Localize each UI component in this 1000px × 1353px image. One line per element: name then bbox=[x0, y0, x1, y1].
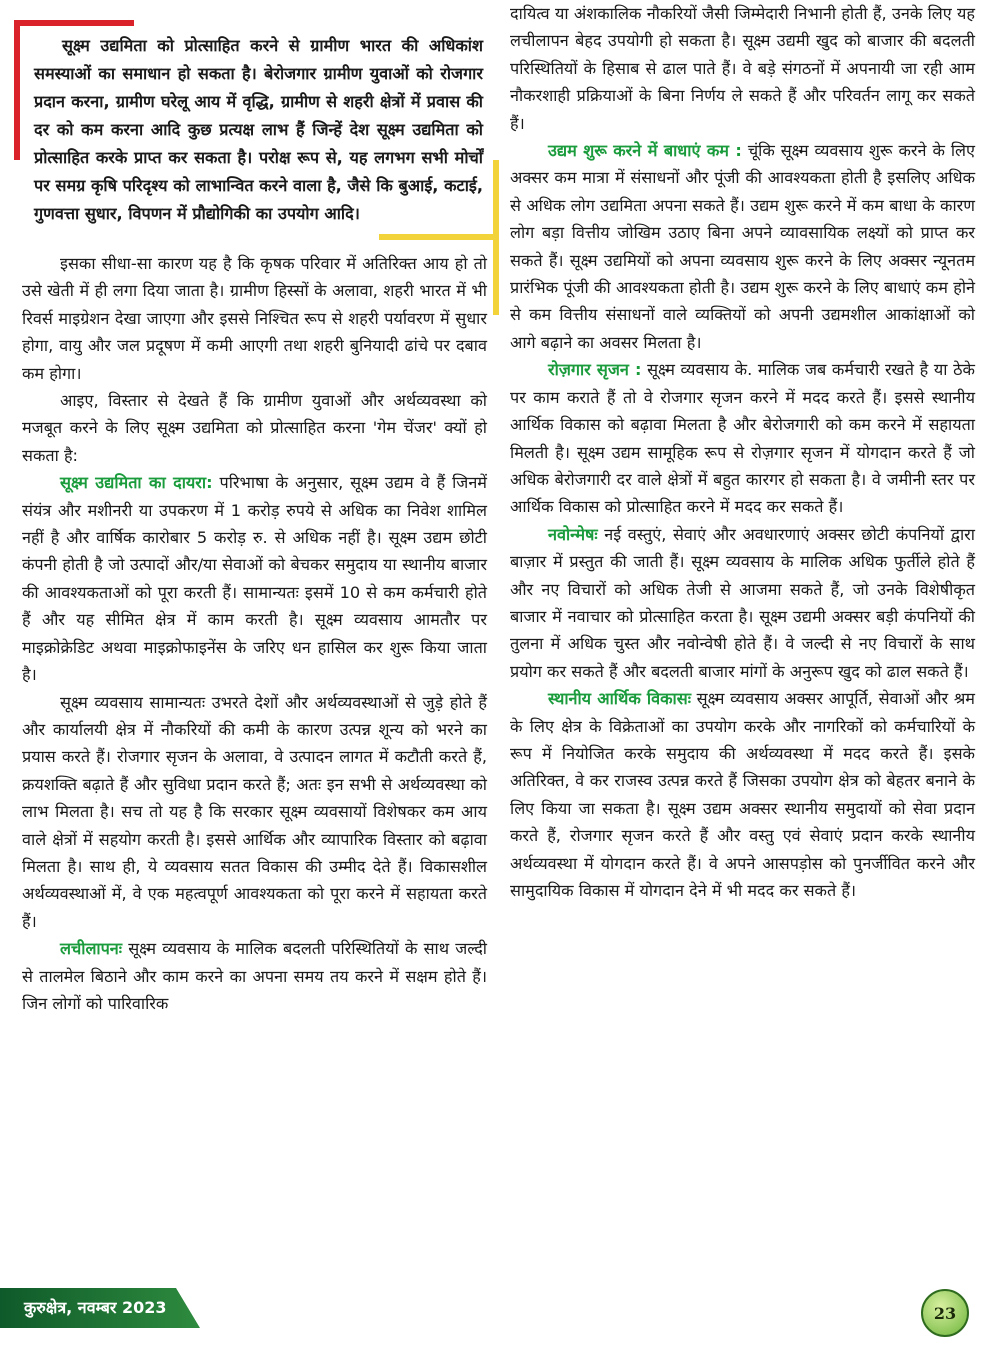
local-development-text: सूक्ष्म व्यवसाय अक्सर आपूर्ति, सेवाओं और श्रम के लिए क्षेत्र के विक्रेताओं का उपयोग करके और नागरिकों को कर्मचारियों के रूप में नियोजित करके समुदाय की अर्थव्यवस्था में मदद करते हैं। इसके अतिरिक्त, वे कर राजस्व उत्पन्न करते हैं जिसका उपयोग क्षेत्र को बेहतर बनाने के लिए किया जा सकता है। सूक्ष्म उद्यम अक्सर स्थानीय समुदायों को सेवा प्रदान करते हैं, रोजगार सृजन करते हैं और वस्तु एवं सेवाएं प्रदान करके स्थानीय अर्थव्यवस्था में योगदान करते हैं। वे अपने आसपड़ोस को पुनर्जीवित करने और सामुदायिक विकास में योगदान देने में भी मदद कर सकते हैं। bbox=[510, 689, 975, 900]
right-paragraph-employment bbox=[510, 356, 975, 520]
barriers-text: चूंकि सूक्ष्म व्यवसाय शुरू करने के लिए अक्सर कम मात्रा में संसाधनों और पूंजी की आवश्यकता होती है इसलिए अधिक से अधिक लोग उद्यमिता अपना सकते हैं। उद्यम शुरू करने में कम बाधा के कारण लोग बड़ा वित्तीय जोखिम उठाए बिना अपने व्यावसायिक लक्ष्यों को प्राप्त कर सकते हैं। सूक्ष्म उद्यमियों को अपना व्यवसाय शुरू करने के लिए अक्सर न्यूनतम प्रारंभिक पूंजी की आवश्यकता होती है। उद्यम शुरू करने के लिए बाधाएं कम होने से कम वित्तीय संसाधनों वाले व्यक्तियों को अपनी उद्यमशील आकांक्षाओं को आगे बढ़ाने का अवसर मिलता है। bbox=[510, 141, 975, 352]
left-paragraph-scope bbox=[22, 469, 487, 688]
left-paragraph-4: सूक्ष्म व्यवसाय सामान्यतः उभरते देशों और अर्थव्यवस्थाओं से जुड़े होते हैं और कार्यालयी क्षेत्र में नौकरियों की कमी के कारण उत्पन्न शून्य को भरने का प्रयास करते हैं। रोजगार सृजन के अलावा, वे उत्पादन लागत में कटौती करते हैं, क्रयशक्ति बढ़ाते हैं और सुविधा प्रदान करते हैं; अतः इन सभी से अर्थव्यवस्था को लाभ मिलता है। सच तो यह है कि सरकार सूक्ष्म व्यवसायों विशेषकर कम आय वाले क्षेत्रों में सहयोग करती है। इससे आर्थिक और व्यापारिक विस्तार को बढ़ावा मिलता है। साथ ही, ये व्यवसाय सतत विकास की उम्मीद देते हैं। विकासशील अर्थव्यवस्थाओं में, वे एक महत्वपूर्ण आवश्यकता को पूरा करने में सहायता करते हैं। bbox=[22, 692, 487, 931]
heading-local-development: स्थानीय आर्थिक विकासः bbox=[548, 689, 691, 709]
heading-scope: सूक्ष्म उद्यमिता का दायरा: bbox=[60, 473, 213, 493]
left-paragraph-flexibility bbox=[22, 935, 487, 1017]
flexibility-text: सूक्ष्म व्यवसाय के मालिक बदलती परिस्थितियों के साथ जल्दी से तालमेल बिठाने और काम करने का अपना समय तय करने में सक्षम होते हैं। जिन लोगों को पारिवारिक bbox=[22, 939, 487, 1013]
employment-text: सूक्ष्म व्यवसाय के. मालिक जब कर्मचारी रखते है या ठेके पर काम कराते हैं तो वे रोजगार सृजन करने में मदद करते हैं। इससे स्थानीय आर्थिक विकास को बढ़ावा मिलता है और बेरोजगारी को कम करने में सहायता मिलती है। सूक्ष्म उद्यम सामूहिक रूप से रोज़गार सृजन में योगदान करते हैं जो अधिक बेरोजगारी दर वाले क्षेत्रों में बहुत कारगर हो सकता है। वे जमीनी स्तर पर आर्थिक विकास को प्रोत्साहित करने में मदद कर सकते हैं। bbox=[510, 360, 975, 517]
scope-text: परिभाषा के अनुसार, सूक्ष्म उद्यम वे हैं जिनमें संयंत्र और मशीनरी या उपकरण में 1 करोड़ रुपये से अधिक का निवेश शामिल नहीं है और वार्षिक कारोबार 5 करोड़ रु. से अधिक नहीं है। सूक्ष्म उद्यम छोटी कंपनी होती है जो उत्पादों और/या सेवाओं को बेचकर समुदाय या स्थानीय बाजार की आवश्यकताओं को पूरा करती हैं। सामान्यतः इसमें 10 से कम कर्मचारी होते हैं और यह सीमित क्षेत्र में काम करती है। सूक्ष्म व्यवसाय आमतौर पर माइक्रोक्रेडिट अथवा माइक्रोफाइनेंस के जरिए धन हासिल कर शुरू किया जाता है। bbox=[22, 473, 487, 685]
right-paragraph-barriers bbox=[510, 137, 975, 356]
highlight-box bbox=[22, 20, 487, 236]
page-number-badge: 23 bbox=[921, 1289, 969, 1337]
right-paragraph-local-development bbox=[510, 685, 975, 904]
left-column bbox=[22, 0, 487, 1017]
heading-employment: रोज़गार सृजन : bbox=[548, 360, 642, 380]
highlight-frame-yellow-bottom bbox=[379, 234, 499, 240]
heading-innovation: नवोन्मेषः bbox=[548, 524, 598, 544]
heading-flexibility: लचीलापनः bbox=[60, 939, 123, 959]
innovation-text: नई वस्तुएं, सेवाएं और अवधारणाएं अक्सर छोटी कंपनियों द्वारा बाज़ार में प्रस्तुत की जाती हैं। सूक्ष्म व्यवसाय के मालिक अधिक फुर्तीले होते हैं और नए विचारों को अधिक तेजी से आजमा सकते हैं, जो उनके विशेषीकृत बाजार में नवाचार को प्रोत्साहित करता है। सूक्ष्म उद्यमी अक्सर बड़ी कंपनियों की तुलना में अधिक चुस्त और नवोन्वेषी होते हैं। वे जल्दी से नए विचारों के साथ प्रयोग कर सकते हैं और बदलती बाजार मांगों के अनुरूप खुद को ढाल सकते हैं। bbox=[510, 524, 975, 681]
footer-magazine-title: कुरुक्षेत्र, नवम्बर 2023 bbox=[24, 1298, 167, 1317]
highlight-frame-red-top bbox=[14, 20, 134, 26]
right-column bbox=[510, 0, 975, 904]
right-paragraph-continued: दायित्व या अंशकालिक नौकरियों जैसी जिम्मेदारी निभानी होती हैं, उनके लिए यह लचीलापन बेहद उपयोगी हो सकता है। सूक्ष्म उद्यमी खुद को बाजार की बदलती परिस्थितियों के हिसाब से ढाल पाते हैं। वे बड़े संगठनों में अपनायी जा रही आम नौकरशाही प्रक्रियाओं के बिना निर्णय ले सकते हैं और परिवर्तन लागू कर सकते हैं। bbox=[510, 4, 975, 133]
left-paragraph-2: आइए, विस्तार से देखते हैं कि ग्रामीण युवाओं और अर्थव्यवस्था को मजबूत करने के लिए सूक्ष्म उद्यमिता को प्रोत्साहित करना 'गेम चेंजर' क्यों हो सकता है: bbox=[22, 391, 487, 465]
left-paragraph-1: इसका सीधा-सा कारण यह है कि कृषक परिवार में अतिरिक्त आय हो तो उसे खेती में ही लगा दिया जाता है। ग्रामीण हिस्सों के अलावा, शहरी भारत में भी रिवर्स माइग्रेशन देखा जाएगा और इससे निश्चित रूप से शहरी पर्यावरण में सुधार होगा, वायु और जल प्रदूषण में कमी आएगी तथा शहरी बुनियादी ढांचे पर दबाव कम होगा। bbox=[22, 254, 487, 383]
right-paragraph-innovation bbox=[510, 521, 975, 685]
highlight-text: सूक्ष्म उद्यमिता को प्रोत्साहित करने से ग्रामीण भारत की अधिकांश समस्याओं का समाधान हो सकता है। बेरोजगार ग्रामीण युवाओं को रोजगार प्रदान करना, ग्रामीण घरेलू आय में वृद्धि, ग्रामीण से शहरी क्षेत्रों में प्रवास की दर को कम करना आदि कुछ प्रत्यक्ष लाभ हैं जिन्हें देश सूक्ष्म उद्यमिता को प्रोत्साहित करके प्राप्त कर सकता है। परोक्ष रूप से, यह लगभग सभी मोर्चों पर समग्र कृषि परिदृश्य को लाभान्वित करने वाला है, जैसे कि बुआई, कटाई, गुणवत्ता सुधार, विपणन में प्रौद्योगिकी का उपयोग आदि। bbox=[34, 36, 483, 223]
highlight-frame-red-left bbox=[14, 20, 20, 160]
heading-barriers: उद्यम शुरू करने में बाधाएं कम : bbox=[548, 141, 742, 161]
